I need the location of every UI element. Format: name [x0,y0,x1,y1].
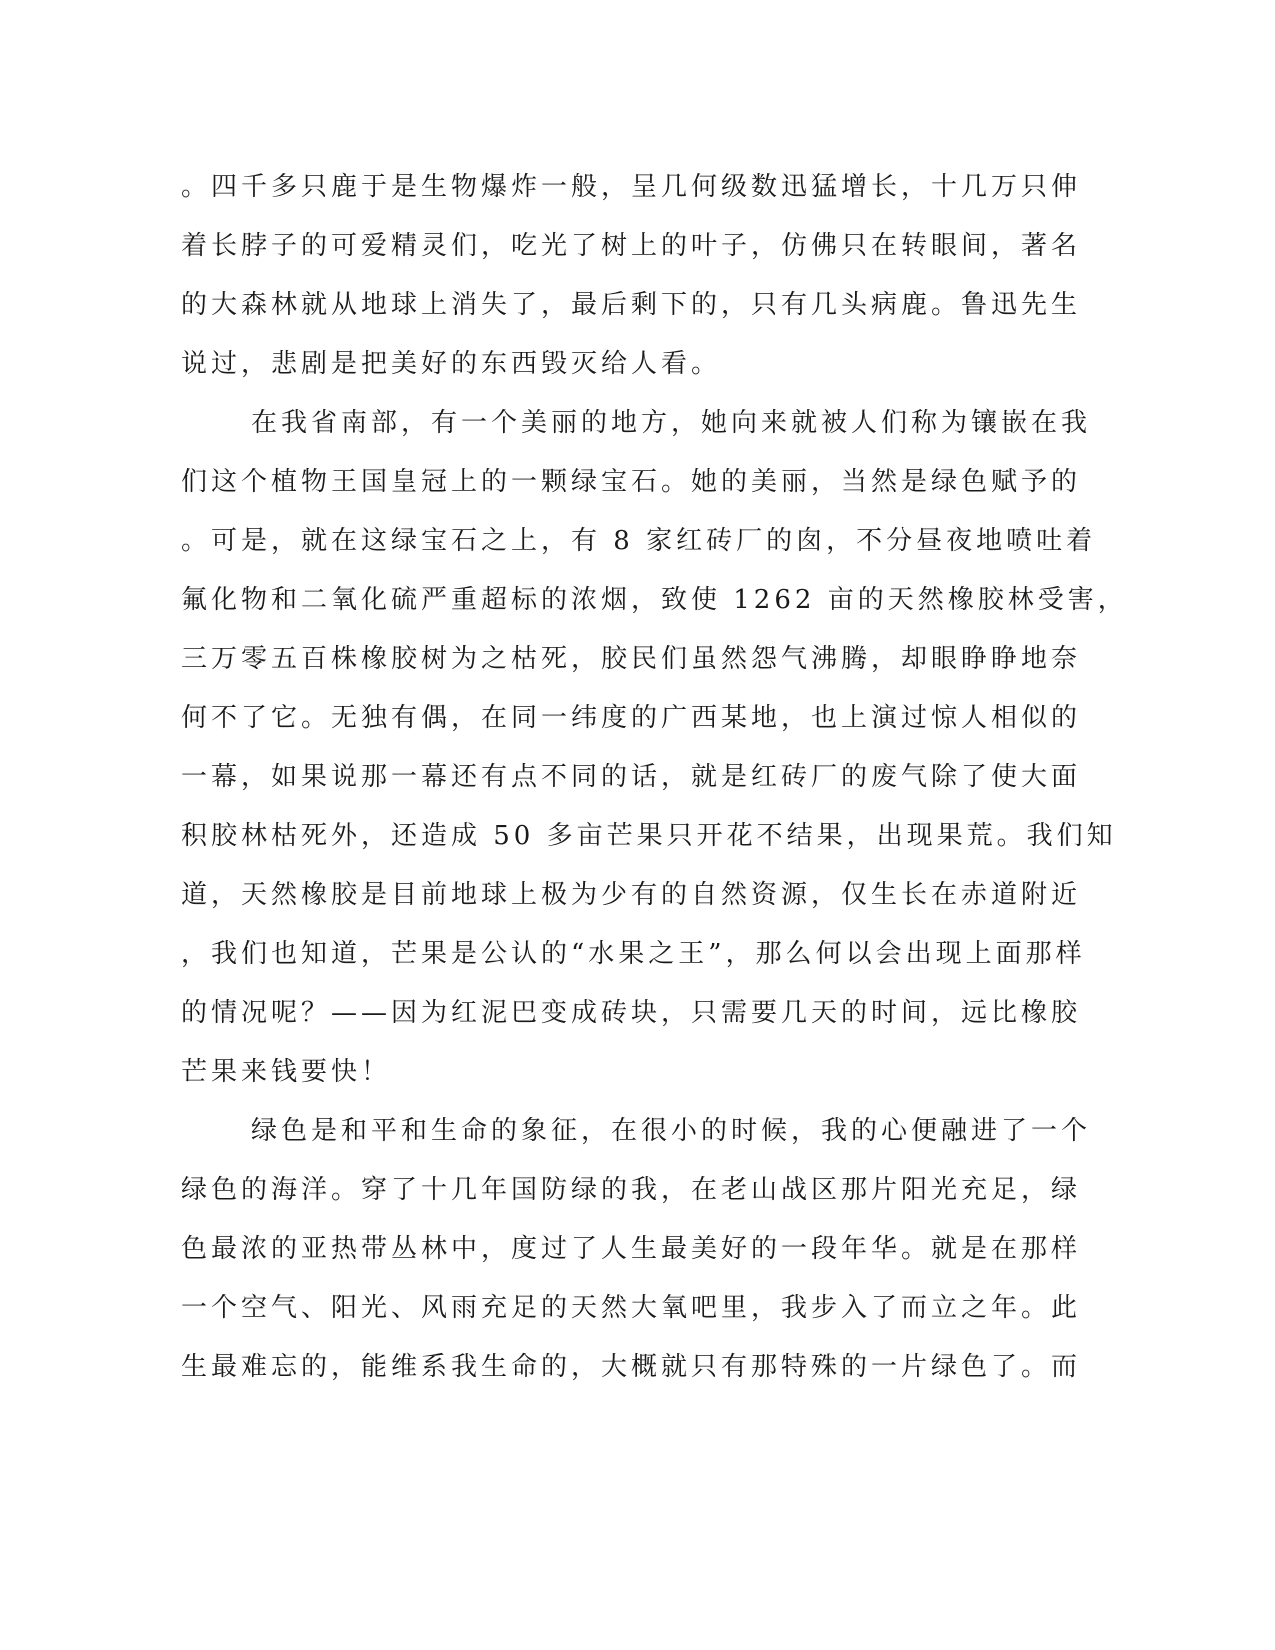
text-line: 生最难忘的，能维系我生命的，大概就只有那特殊的一片绿色了。而 [181,1352,1082,1382]
text-line: 的情况呢？——因为红泥巴变成砖块，只需要几天的时间，远比橡胶 [181,998,1082,1028]
paragraph-2 [181,394,1128,1102]
text-line: 们这个植物王国皇冠上的一颗绿宝石。她的美丽，当然是绿色赋予的 [181,467,1082,497]
body-text [181,158,1128,1397]
text-line: 着长脖子的可爱精灵们，吃光了树上的叶子，仿佛只在转眼间，著名 [181,231,1082,261]
text-line: 绿色的海洋。穿了十几年国防绿的我，在老山战区那片阳光充足，绿 [181,1175,1082,1205]
text-line: 积胶林枯死外，还造成 50 多亩芒果只开花不结果，出现果荒。我们知 [181,821,1117,851]
text-line: 一幕，如果说那一幕还有点不同的话，就是红砖厂的废气除了使大面 [181,762,1082,792]
text-line: 芒果来钱要快！ [181,1057,392,1087]
text-line: 氟化物和二氧化硫严重超标的浓烟，致使 1262 亩的天然橡胶林受害， [181,585,1128,615]
text-line: 。可是，就在这绿宝石之上，有 8 家红砖厂的囱，不分昼夜地喷吐着 [181,526,1097,556]
text-line: 三万零五百株橡胶树为之枯死，胶民们虽然怨气沸腾，却眼睁睁地奈 [181,644,1082,674]
text-line: 道，天然橡胶是目前地球上极为少有的自然资源，仅生长在赤道附近 [181,880,1082,910]
text-line: 。四千多只鹿于是生物爆炸一般，呈几何级数迅猛增长，十几万只伸 [181,172,1082,202]
text-line: 一个空气、阳光、风雨充足的天然大氧吧里，我步入了而立之年。此 [181,1293,1082,1323]
text-line: 在我省南部，有一个美丽的地方，她向来就被人们称为镶嵌在我 [251,408,1092,438]
text-line: ，我们也知道，芒果是公认的“水果之王”，那么何以会出现上面那样 [181,939,1086,969]
text-line: 的大森林就从地球上消失了，最后剩下的，只有几头病鹿。鲁迅先生 [181,290,1082,320]
text-line: 说过，悲剧是把美好的东西毁灭给人看。 [181,349,722,379]
text-line: 绿色是和平和生命的象征，在很小的时候，我的心便融进了一个 [251,1116,1092,1146]
paragraph-3 [181,1102,1092,1397]
paragraph-1 [181,158,1082,394]
text-line: 色最浓的亚热带丛林中，度过了人生最美好的一段年华。就是在那样 [181,1234,1082,1264]
text-line: 何不了它。无独有偶，在同一纬度的广西某地，也上演过惊人相似的 [181,703,1082,733]
